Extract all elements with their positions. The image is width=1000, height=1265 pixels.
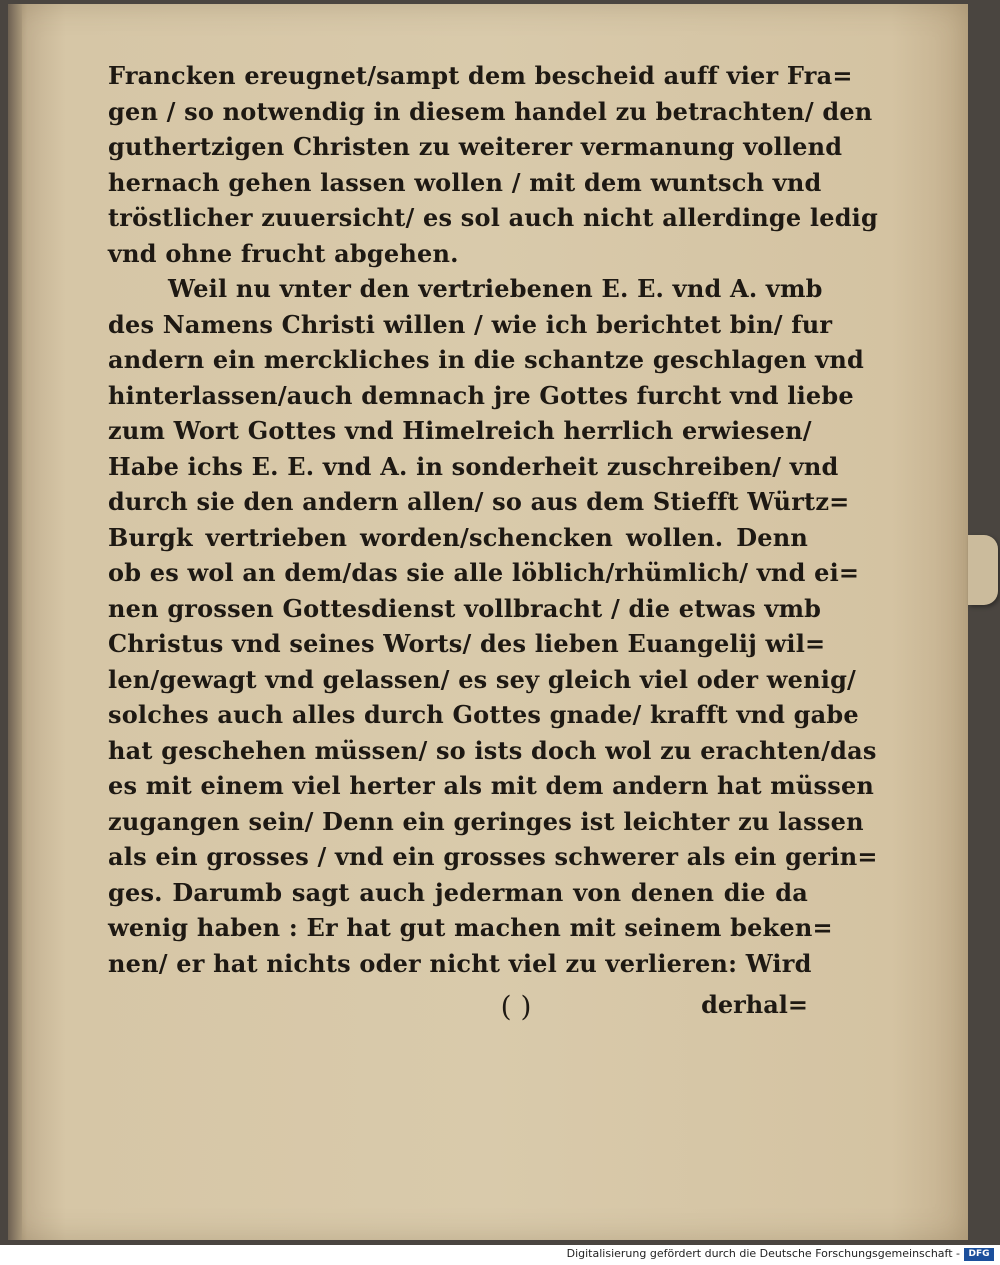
text-line: hat geschehen müssen/ so ists doch wol zu erachten/das <box>108 735 877 765</box>
text-line: nen grossen Gottesdienst vollbracht / die etwas vmb <box>108 593 822 623</box>
text-line: andern ein merckliches in die schantze geschlagen vnd <box>108 345 864 374</box>
dfg-logo: DFG <box>964 1248 994 1261</box>
page-fold-tab <box>968 535 998 605</box>
text-line: solches auch alles durch Gottes gnade/ krafft vnd gabe <box>108 700 859 729</box>
text-line: len/gewagt vnd gelassen/ es sey gleich viel oder wenig/ <box>108 664 857 694</box>
footer-credit: Digitalisierung gefördert durch die Deutsche Forschungsgemeinschaft - <box>566 1247 960 1260</box>
signature-mark: ( ) <box>500 990 532 1023</box>
text-line: hernach gehen lassen wollen / mit dem wuntsch vnd <box>108 167 822 197</box>
text-line: tröstlicher zuuersicht/ es sol auch nicht allerdinge ledig <box>108 203 878 232</box>
text-line: ges. Darumb sagt auch jederman von denen die da <box>108 877 808 907</box>
text-line: es mit einem viel herter als mit dem andern hat müssen <box>108 771 875 800</box>
text-line: hinterlassen/auch demnach jre Gottes furcht vnd liebe <box>108 380 854 410</box>
text-line: zum Wort Gottes vnd Himelreich herrlich erwiesen/ <box>108 416 812 445</box>
text-line: ob es wol an dem/das sie alle löblich/rhümlich/ vnd ei= <box>108 558 860 587</box>
text-line: Habe ichs E. E. vnd A. in sonderheit zuschreiben/ vnd <box>108 451 839 481</box>
text-line: Burgk vertrieben worden/schencken wollen. Denn <box>108 522 808 552</box>
catchword: derhal= <box>701 990 808 1019</box>
text-line: guthertzigen Christen zu weiterer vermanung vollend <box>108 132 843 161</box>
text-line: wenig haben : Er hat gut machen mit seinem beken= <box>108 913 833 942</box>
page-foot <box>108 990 808 1030</box>
text-line: als ein grosses / vnd ein grosses schwerer als ein gerin= <box>108 842 878 871</box>
text-line: durch sie den andern allen/ so aus dem Stiefft Würtz= <box>108 487 850 516</box>
text-line: des Namens Christi willen / wie ich berichtet bin/ fur <box>108 309 833 339</box>
body-text <box>108 58 878 981</box>
text-line: Francken ereugnet/sampt dem bescheid auff vier Fra= <box>108 61 853 90</box>
text-line: vnd ohne frucht abgehen. <box>108 238 459 268</box>
text-line: Weil nu vnter den vertriebenen E. E. vnd A. vmb <box>168 274 823 303</box>
text-line: Christus vnd seines Worts/ des lieben Euangelij wil= <box>108 629 826 658</box>
text-line: gen / so notwendig in diesem handel zu betrachten/ den <box>108 96 873 126</box>
text-line: nen/ er hat nichts oder nicht viel zu verlieren: Wird <box>108 948 812 978</box>
text-line: zugangen sein/ Denn ein geringes ist leichter zu lassen <box>108 806 864 836</box>
digitization-footer <box>0 1245 1000 1265</box>
page-gutter <box>8 4 22 1240</box>
